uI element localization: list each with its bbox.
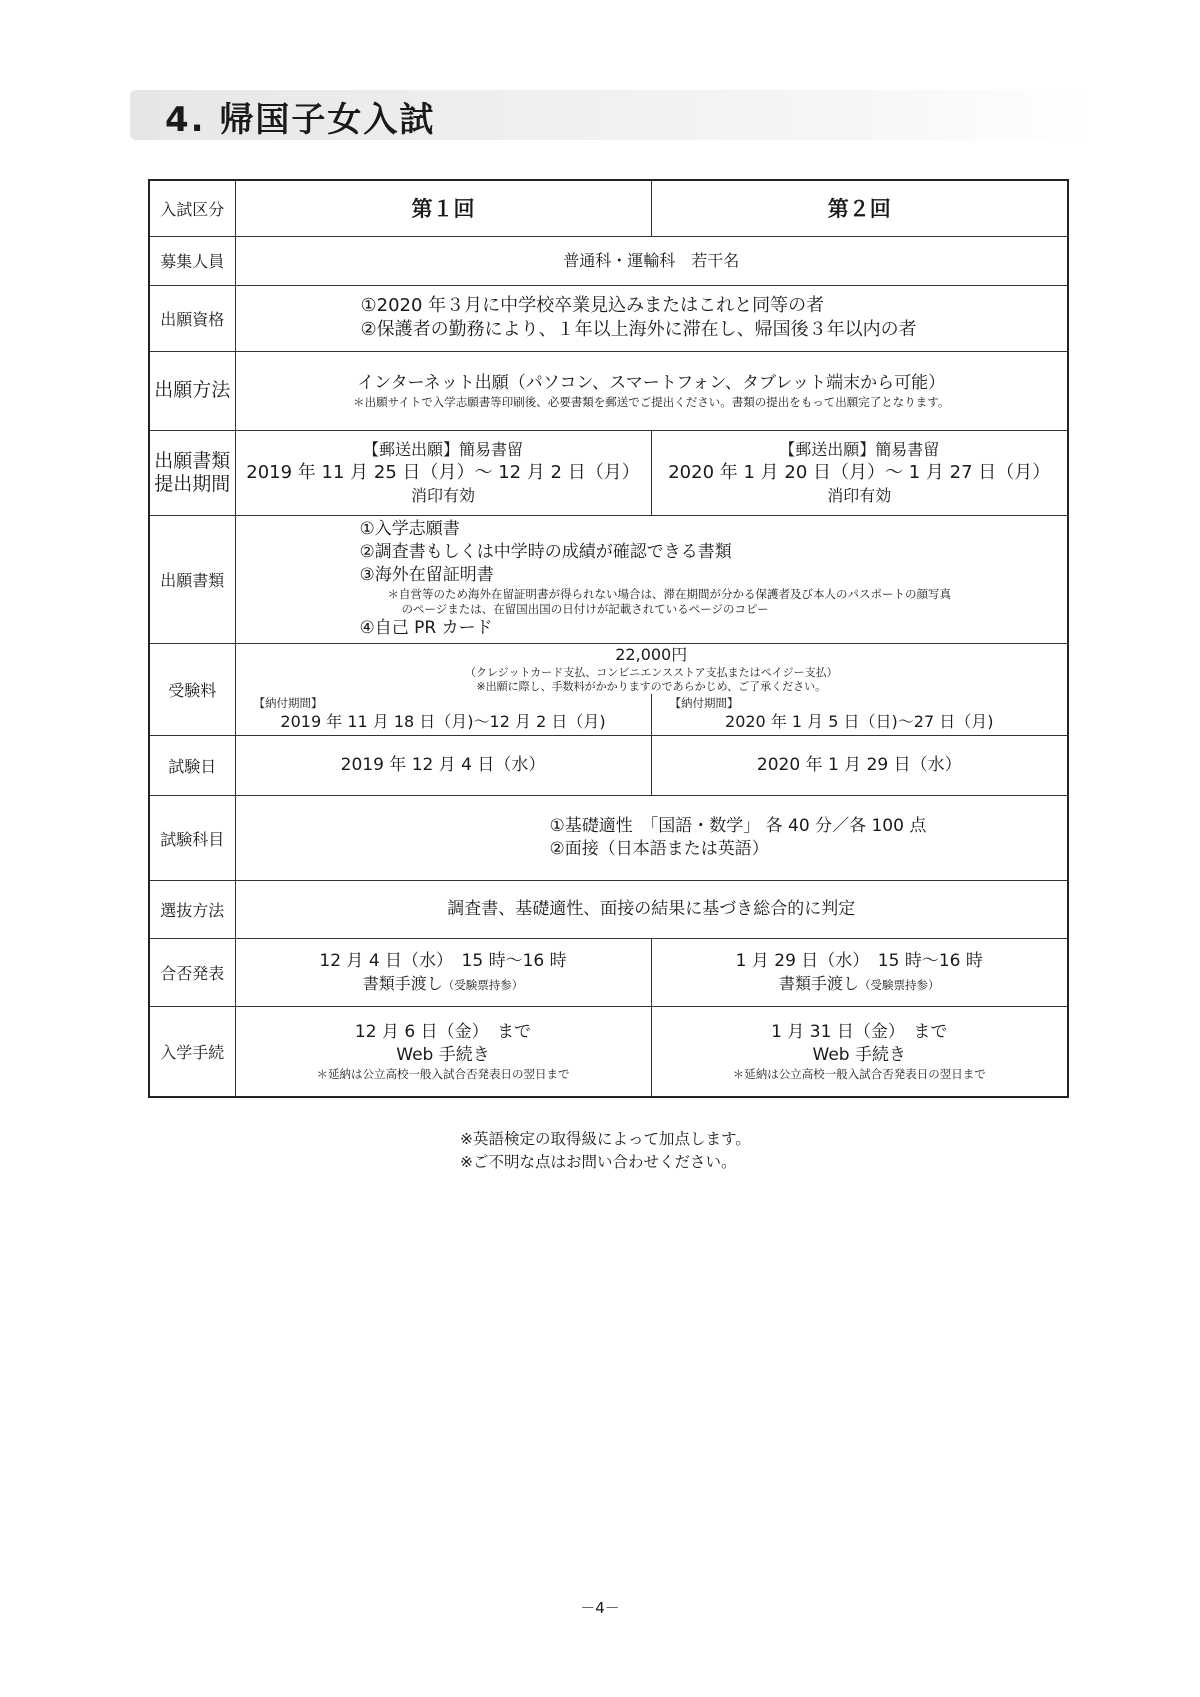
shorui-item-1: ①入学志願書	[359, 519, 460, 539]
shorui-item-2: ②調査書もしくは中学時の成績が確認できる書類	[359, 542, 732, 562]
round2-procedure-method: Web 手続き	[812, 1044, 906, 1065]
page-title: 4. 帰国子女入試	[165, 100, 436, 140]
fee-summary	[235, 643, 1068, 694]
row-houhou	[149, 351, 1068, 430]
page-number: －4－	[580, 1599, 620, 1617]
row-fee-periods	[149, 694, 1068, 736]
footer-note-1: ※英語検定の取得級によって加点します。	[460, 1130, 751, 1148]
round1-kikan	[235, 430, 651, 515]
round1-result-time: 12 月 4 日（水） 15 時～16 時	[319, 951, 567, 971]
round2-result-method-note: （受験票持参）	[859, 978, 940, 992]
round1-kikan-note: 消印有効	[410, 485, 475, 505]
round2-result	[651, 939, 1068, 1007]
houhou-main: インターネット出願（パソコン、スマートフォン、タブレット端末から可能）	[357, 372, 946, 393]
fee-note: ※出願に際し、手数料がかかりますのであらかじめ、ご了承ください。	[476, 679, 827, 693]
round1-kikan-method: 【郵送出願】簡易書留	[362, 439, 523, 459]
round2-procedure-note: ＊延納は公立高校一般入試合否発表日の翌日まで	[732, 1066, 986, 1081]
row-fee-top	[149, 643, 1068, 694]
round1-result-method: 書類手渡し	[362, 974, 443, 993]
houhou-cell	[235, 351, 1068, 430]
subject-item-1: ①基礎適性 「国語・数学」 各 40 分／各 100 点	[549, 816, 927, 836]
label-nyushi-kubun: 入試区分	[149, 180, 235, 236]
label-shutsugan-shikaku: 出願資格	[149, 285, 235, 351]
round2-heading: 第２回	[651, 180, 1068, 236]
round1-result-method-note: （受験票持参）	[442, 978, 524, 992]
footer-note-2: ※ご不明な点はお問い合わせください。	[460, 1153, 737, 1171]
shorui-note-line1: ＊自営等のため海外在留証明書が得られない場合は、滞在期間が分かる保護者及び本人のパスポートの顔写真	[387, 587, 951, 601]
round2-procedure-deadline: 1 月 31 日（金） まで	[771, 1021, 948, 1042]
round2-result-method-line	[652, 973, 1068, 995]
footer-notes	[460, 1128, 751, 1174]
shikaku-item-2: ②保護者の勤務により、１年以上海外に滞在し、帰国後３年以内の者	[360, 319, 917, 340]
round1-procedure-method: Web 手続き	[396, 1044, 490, 1065]
round2-result-time: 1 月 29 日（水） 15 時～16 時	[735, 951, 983, 971]
label-shiken-bi: 試験日	[149, 736, 235, 796]
round2-kikan-period: 2020 年 1 月 20 日（月）～ 1 月 27 日（月）	[668, 461, 1051, 483]
row-procedure	[149, 1007, 1068, 1097]
round2-fee-period: 2020 年 1 月 5 日（日)～27 日（月)	[725, 711, 994, 731]
label-shutsugan-houhou: 出願方法	[149, 351, 235, 430]
label-teishutsu-kikan	[149, 430, 235, 515]
subject-item-2: ②面接（日本語または英語）	[549, 839, 769, 859]
admission-table	[148, 179, 1069, 1098]
selection-value: 調査書、基礎適性、面接の結果に基づき総合的に判定	[235, 881, 1068, 939]
row-shorui	[149, 515, 1068, 643]
row-shikaku	[149, 285, 1068, 351]
row-selection	[149, 881, 1068, 939]
label-senbatsu-houhou: 選抜方法	[149, 881, 235, 939]
houhou-note: ＊出願サイトで入学志願書等印刷後、必要書類を郵送でご提出ください。書類の提出をもって出願完了となります。	[353, 394, 950, 409]
shikaku-item-1: ①2020 年３月に中学校卒業見込みまたはこれと同等の者	[360, 295, 825, 316]
round1-result-method-line	[236, 973, 651, 995]
fee-amount: 22,000円	[615, 644, 688, 664]
round1-fee-period-cell	[235, 694, 651, 736]
shorui-item-3: ③海外在留証明書	[359, 565, 494, 585]
subjects-list	[235, 796, 1068, 881]
row-header	[149, 180, 1068, 236]
round2-exam-date: 2020 年 1 月 29 日（水）	[651, 736, 1068, 796]
label-shutsugan-shorui: 出願書類	[149, 515, 235, 643]
label-boshu-jinin: 募集人員	[149, 236, 235, 285]
round1-fee-period: 2019 年 11 月 18 日（月)～12 月 2 日（月)	[280, 711, 606, 731]
round2-fee-period-cell	[651, 694, 1068, 736]
round2-kikan	[651, 430, 1068, 515]
shorui-list	[235, 515, 1068, 643]
row-boshu	[149, 236, 1068, 285]
shorui-item-4: ④自己 PR カード	[359, 618, 493, 638]
round2-result-method: 書類手渡し	[778, 974, 859, 993]
round2-fee-period-label: 【納付期間】	[669, 695, 739, 710]
round1-result	[235, 939, 651, 1007]
round1-heading: 第１回	[235, 180, 651, 236]
fee-payment-methods: （クレジットカード支払、コンビニエンスストア支払またはペイジー支払）	[464, 665, 838, 679]
row-exam-date	[149, 736, 1068, 796]
label-shiken-kamoku: 試験科目	[149, 796, 235, 881]
shikaku-list	[235, 285, 1068, 351]
round2-procedure	[651, 1007, 1068, 1097]
round2-kikan-note: 消印有効	[827, 485, 892, 505]
label-kikan-line1: 出願書類	[154, 449, 231, 472]
label-nyugaku-tetsuzuki: 入学手続	[149, 1007, 235, 1097]
round1-procedure	[235, 1007, 651, 1097]
round1-kikan-period: 2019 年 11 月 25 日（月）～ 12 月 2 日（月）	[246, 461, 640, 483]
round2-kikan-method: 【郵送出願】簡易書留	[779, 439, 940, 459]
boshu-value: 普通科・運輸科 若干名	[235, 236, 1068, 285]
row-subjects	[149, 796, 1068, 881]
round1-exam-date: 2019 年 12 月 4 日（水）	[235, 736, 651, 796]
shorui-note-line2: のページまたは、在留国出国の日付けが記載されているページのコピー	[401, 602, 769, 616]
row-kikan	[149, 430, 1068, 515]
label-jukenryo: 受験料	[149, 643, 235, 736]
label-gouhi-happyou: 合否発表	[149, 939, 235, 1007]
label-kikan-line2: 提出期間	[154, 472, 231, 495]
round1-procedure-note: ＊延納は公立高校一般入試合否発表日の翌日まで	[316, 1066, 570, 1081]
round1-procedure-deadline: 12 月 6 日（金） まで	[354, 1021, 532, 1042]
row-result	[149, 939, 1068, 1007]
round1-fee-period-label: 【納付期間】	[253, 695, 323, 710]
